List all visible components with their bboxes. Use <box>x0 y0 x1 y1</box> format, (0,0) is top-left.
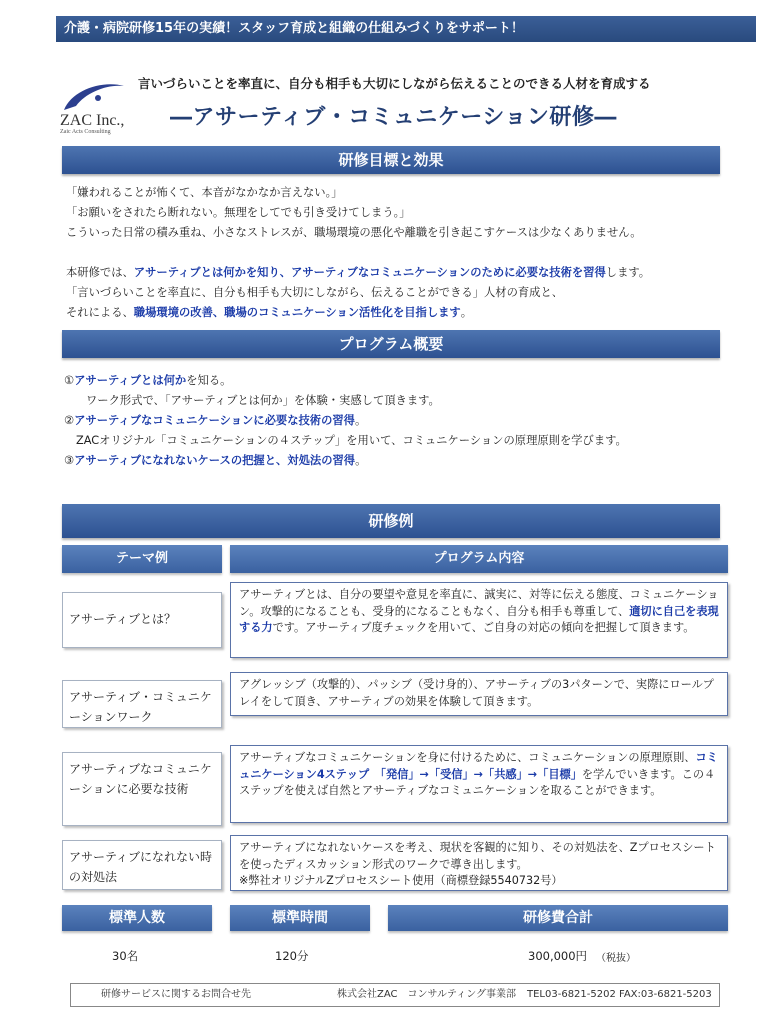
goals-line-1: 「嫌われることが怖くて、本音がなかなか言えない。」 <box>66 186 343 199</box>
people-value: 30名 <box>112 949 139 963</box>
row-2-theme: アサーティブ・コミュニケーションワーク <box>62 680 222 728</box>
footer-fax: FAX:03-6821-5203 <box>619 989 712 1000</box>
row-3-theme: アサーティブなコミュニケーションに必要な技術 <box>62 752 222 826</box>
program-list <box>64 371 627 471</box>
program-item-1: ①アサーティブとは何かを知る。 <box>64 374 232 387</box>
examples-heading: 研修例 <box>62 504 720 538</box>
row-1-theme: アサーティブとは？ <box>62 592 222 648</box>
row-2-content: アグレッシブ（攻撃的）、パッシブ（受け身的）、アサーティブの3パターンで、実際にロールプレイをして頂き、アサーティブの効果を体験して頂きます。 <box>230 672 728 716</box>
program-heading: プログラム概要 <box>62 330 720 358</box>
page-title: ―アサーティブ・コミュニケーション研修― <box>170 105 617 130</box>
top-banner: 介護・病院研修15年の実績！スタッフ育成と組織の仕組みづくりをサポート！ <box>56 16 756 42</box>
fee-note: （税抜） <box>596 953 636 964</box>
goals-line-4: 本研修では、アサーティブとは何かを知り、アサーティブなコミュニケーションのために必要な技術を習得します。 <box>66 266 651 279</box>
goals-heading: 研修目標と効果 <box>62 146 720 174</box>
row-4-theme: アサーティブになれない時の対処法 <box>62 840 222 890</box>
time-value: 120分 <box>275 949 309 963</box>
column-header-content: プログラム内容 <box>230 545 728 573</box>
program-item-2-desc: ZACオリジナル「コミュニケーションの４ステップ」を用いて、コミュニケーションの原理原則を学びます。 <box>76 434 627 447</box>
footer-inquiry: 研修サービスに関するお問合せ先 <box>101 989 251 1000</box>
footer-contact <box>70 983 720 1007</box>
row-3-content: アサーティブなコミュニケーションを身に付けるために、コミュニケーションの原理原則、コミュニケーション4ステップ 「発信」→「受信」→「共感」→「目標」を学んでいきます。この４ステップを使えば自然とアサーティブなコミュニケーションを取ることができます。 <box>230 745 728 823</box>
logo-name: ZAC Inc., <box>60 112 125 129</box>
goals-text <box>66 183 650 323</box>
people-label: 標準人数 <box>62 905 212 931</box>
footer-company: 株式会社ZAC コンサルティング事業部 <box>337 989 516 1000</box>
fee-label: 研修費合計 <box>388 905 728 931</box>
page-subtitle: 言いづらいことを率直に、自分も相手も大切にしながら伝えることのできる人材を育成する <box>138 76 651 91</box>
time-label: 標準時間 <box>230 905 370 931</box>
footer-tel: TEL03-6821-5202 <box>527 989 616 1000</box>
row-1-content: アサーティブとは、自分の要望や意見を率直に、誠実に、対等に伝える態度、コミュニケーション。攻撃的になることも、受身的になることもなく、自分も相手も尊重して、適切に自己を表現する力です。アサーティブ度チェックを用いて、ご自身の対応の傾向を把握して頂きます。 <box>230 582 728 658</box>
logo-subtext: Zaic Acts Consulting <box>60 129 111 135</box>
fee-value: 300,000円 <box>528 949 588 963</box>
column-header-theme: テーマ例 <box>62 545 222 573</box>
program-item-2: ②アサーティブなコミュニケーションに必要な技術の習得。 <box>64 414 367 427</box>
program-item-3: ③アサーティブになれないケースの把握と、対処法の習得。 <box>64 454 367 467</box>
row-4-content: アサーティブになれないケースを考え、現状を客観的に知り、その対処法を、Zプロセスシートを使ったディスカッション形式のワークで導き出します。 ※弊社オリジナルZプロセスシート使用（商標登録5540732号） <box>230 835 728 891</box>
program-item-1-desc: ワーク形式で、「アサーティブとは何か」を体験・実感して頂きます。 <box>86 394 440 407</box>
goals-line-2: 「お願いをされたら断れない。無理をしてでも引き受けてしまう。」 <box>66 206 411 219</box>
goals-line-3: こういった日常の積み重ね、小さなストレスが、職場環境の悪化や離職を引き起こすケースは少なくありません。 <box>66 226 642 239</box>
goals-line-5: 「言いづらいことを率直に、自分も相手も大切にしながら、伝えることができる」人材の育成と、 <box>66 286 564 299</box>
goals-line-6: それによる、職場環境の改善、職場のコミュニケーション活性化を目指します。 <box>66 306 473 319</box>
